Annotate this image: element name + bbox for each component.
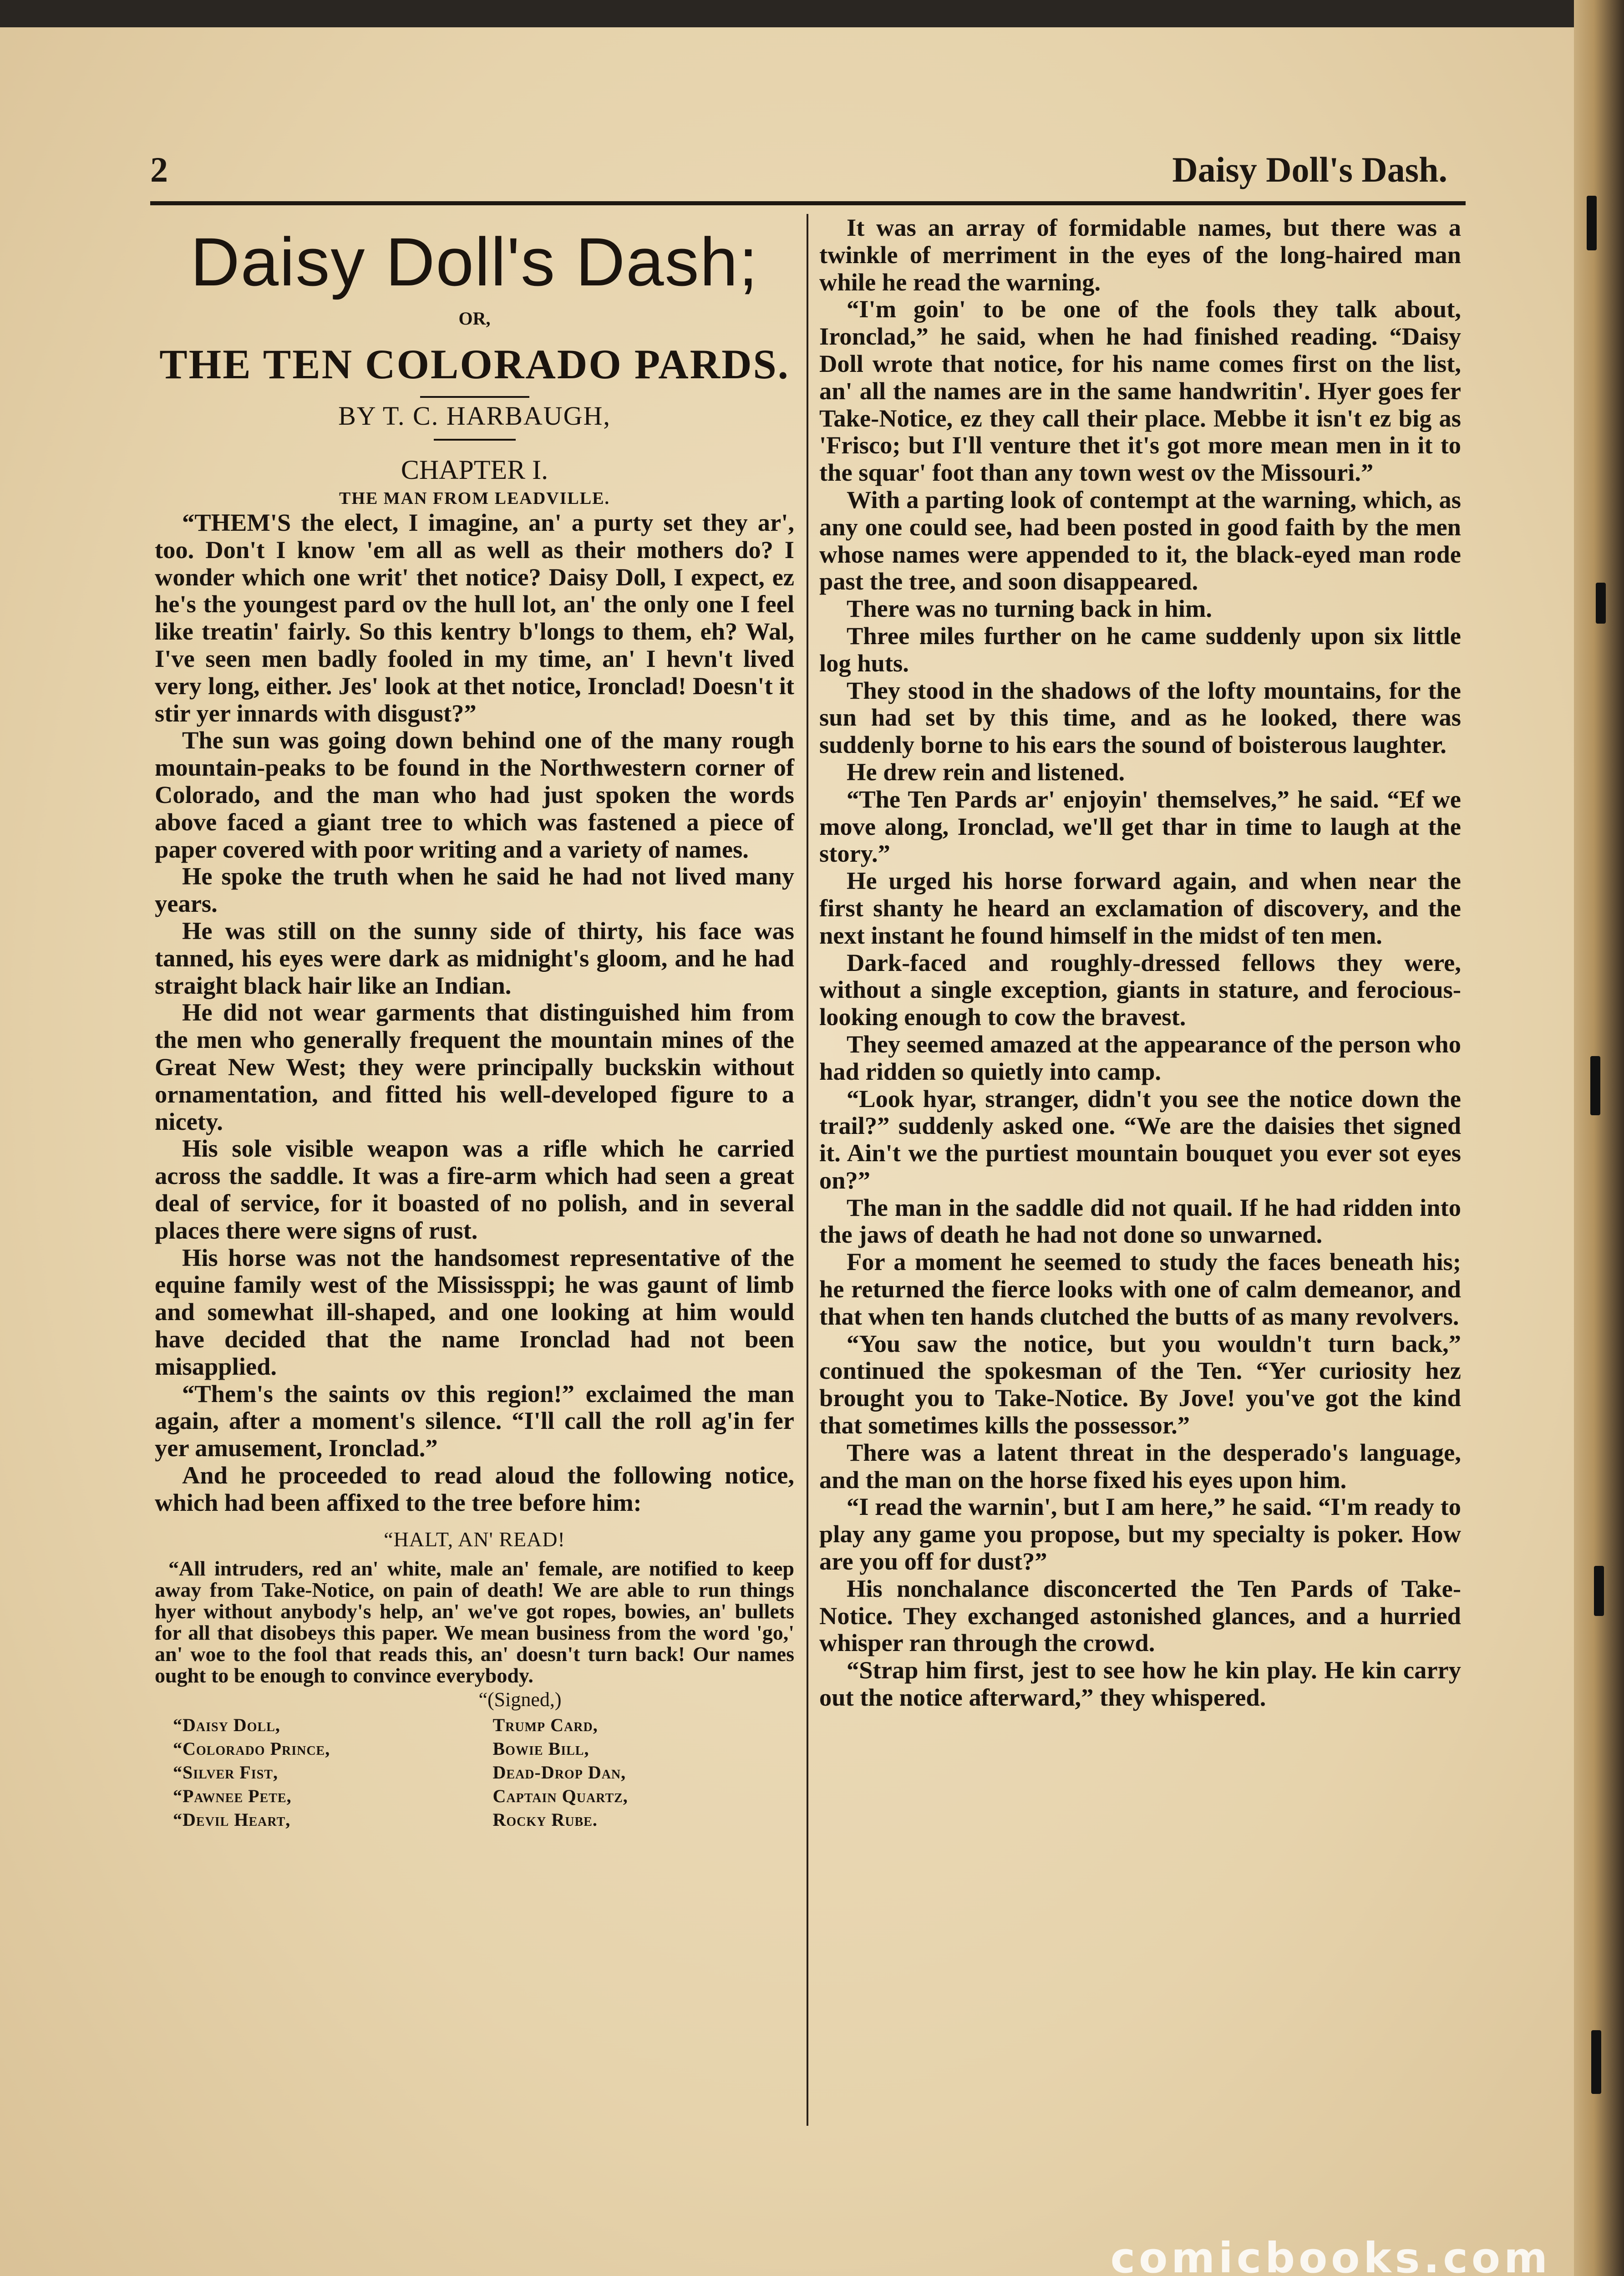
left-column xyxy=(155,214,794,1832)
binding-stitch-mark xyxy=(1587,196,1597,250)
signature-name: “Pawnee Pete, xyxy=(173,1786,292,1807)
paragraph: For a moment he seemed to study the faces beneath his; he returned the fierce looks with one of calm demeanor, and that when ten hands clutched the butts of as many revolvers. xyxy=(819,1248,1461,1330)
signature-name: Captain Quartz, xyxy=(492,1786,628,1807)
paragraph: He did not wear garments that distinguished him from the men who generally frequent the mountain mines of the Great New West; they were principally buckskin without ornamentation, and fitted his well-developed figure to a nicety. xyxy=(155,998,794,1135)
paragraph: “Strap him first, jest to see how he kin play. He kin carry out the notice afterward,” they whispered. xyxy=(819,1656,1461,1712)
paragraph: He spoke the truth when he said he had not lived many years. xyxy=(155,862,794,918)
page-number: 2 xyxy=(150,150,168,189)
signature-name: “Colorado Prince, xyxy=(173,1738,330,1759)
paragraph: His nonchalance disconcerted the Ten Pards of Take-Notice. They exchanged astonished glances, and a hurried whisper ran through the crowd. xyxy=(819,1574,1461,1657)
column-divider xyxy=(807,214,808,2126)
story-subtitle: THE TEN COLORADO PARDS. xyxy=(159,341,790,387)
header-rule xyxy=(150,201,1466,205)
signature-name: Rocky Rube. xyxy=(492,1809,598,1830)
chapter-subtitle: THE MAN FROM LEADVILLE. xyxy=(339,489,610,508)
binding-stitch-mark xyxy=(1594,1566,1604,1616)
page-edge-binding xyxy=(1574,0,1624,2276)
paragraph: He urged his horse forward again, and when near the first shanty he heard an exclamation of discovery, and the next instant he found himself in the midst of ten men. xyxy=(819,867,1461,949)
paragraph: “Them's the saints ov this region!” exclaimed the man again, after a moment's silence. “I'll call the roll ag'in fer yer amusement, Ironclad.” xyxy=(155,1379,794,1462)
notice-signed: “(Signed,) xyxy=(478,1688,562,1711)
binding-stitch-mark xyxy=(1596,583,1606,624)
notice-text: “All intruders, red an' white, male an' female, are notified to keep away from Take-Notice, on pain of death! We are able to run things hyer without anybody's help, an' we've got ropes, bowies, an' bullets for all that disobeys this paper. We mean business from the word 'go,' an' woe to the fool that reads this, an' doesn't turn back! Our names ought to be enough to convince everybody. xyxy=(155,1557,794,1687)
paragraph: With a parting look of contempt at the warning, which, as any one could see, had been posted in good faith by the men whose names were appended to it, the black-eyed man rode past the tree, and soon disappeared. xyxy=(819,485,1461,595)
paragraph: And he proceeded to read aloud the following notice, which had been affixed to the tree before him: xyxy=(155,1461,794,1516)
paragraph: It was an array of formidable names, but there was a twinkle of merriment in the eyes of the long-haired man while he read the warning. xyxy=(819,213,1461,296)
right-column xyxy=(819,214,1461,1711)
paragraph: The man in the saddle did not quail. If he had ridden into the jaws of death he had not done so unwarned. xyxy=(819,1193,1461,1249)
paragraph: He drew rein and listened. xyxy=(847,757,1125,786)
signature-list xyxy=(155,1713,794,1832)
story-title: Daisy Doll's Dash; xyxy=(190,224,759,300)
chapter-heading: CHAPTER I. xyxy=(401,455,548,485)
binding-stitch-mark xyxy=(1590,1056,1600,1115)
paragraph: There was no turning back in him. xyxy=(847,594,1213,623)
binding-stitch-mark xyxy=(1591,2030,1601,2094)
byline-rule xyxy=(434,439,516,441)
signature-name: “Silver Fist, xyxy=(173,1762,278,1783)
story-byline: BY T. C. HARBAUGH, xyxy=(338,401,611,431)
paragraph: His horse was not the handsomest representative of the equine family west of the Mississppi; he was gaunt of limb and somewhat ill-shaped, and one looking at him would have decided that the name Ironclad had not been misapplied. xyxy=(155,1243,794,1380)
paragraph: They stood in the shadows of the lofty mountains, for the sun had set by this time, and as he looked, there was suddenly borne to his ears the sound of boisterous laughter. xyxy=(819,676,1461,759)
paragraph: He was still on the sunny side of thirty, his face was tanned, his eyes were dark as midnight's gloom, and he had straight black hair like an Indian. xyxy=(155,916,794,999)
title-or: OR, xyxy=(458,308,491,329)
running-header xyxy=(150,145,1466,199)
scan-top-border xyxy=(0,0,1624,27)
paragraph: Three miles further on he came suddenly upon six little log huts. xyxy=(819,621,1461,677)
signature-name: Trump Card, xyxy=(492,1715,598,1736)
paragraph: “Look hyar, stranger, didn't you see the notice down the trail?” suddenly asked one. “We are the daisies thet signed it. Ain't we the purtiest mountain bouquet you ever sot eyes on?” xyxy=(819,1084,1461,1194)
signature-name: Dead-Drop Dan, xyxy=(492,1762,626,1783)
site-watermark: comicbooks.com xyxy=(1110,2234,1551,2276)
running-title: Daisy Doll's Dash. xyxy=(1172,150,1447,189)
paragraph: The sun was going down behind one of the many rough mountain-peaks to be found in the Northwestern corner of Colorado, and the man who had just spoken the words above faced a giant tree to which was fastened a piece of paper covered with poor writing and a variety of names. xyxy=(155,726,794,863)
signature-name: “Daisy Doll, xyxy=(173,1715,280,1736)
paragraph: His sole visible weapon was a rifle which he carried across the saddle. It was a fire-arm which had seen a great deal of service, for it boasted of no polish, and in several places there were signs of rust. xyxy=(155,1134,794,1244)
paragraph: “You saw the notice, but you wouldn't turn back,” continued the spokesman of the Ten. “Yer curiosity hez brought you to Take-Notice. By Jove! you've got the kind that sometimes kills the possessor.” xyxy=(819,1329,1461,1439)
signature-name: “Devil Heart, xyxy=(173,1809,291,1830)
signature-name: Bowie Bill, xyxy=(492,1738,589,1759)
paragraph: There was a latent threat in the desperado's language, and the man on the horse fixed his eyes upon him. xyxy=(819,1438,1461,1494)
paragraph: “THEM'S the elect, I imagine, an' a purty set they ar', too. Don't I know 'em all as well as their mothers do? I wonder which one writ' thet notice? Daisy Doll, I expect, ez he's the youngest pard ov the hull lot, an' the only one I feel like treatin' fairly. So this kentry b'longs to them, eh? Wal, I've seen men badly fooled in my time, an' I hevn't lived very long, either. Jes' look at thet notice, Ironclad! Doesn't it stir yer innards with disgust?” xyxy=(155,508,794,727)
notice-heading: “HALT, AN' READ! xyxy=(384,1528,565,1551)
paragraph: Dark-faced and roughly-dressed fellows they were, without a single exception, giants in stature, and ferocious-looking enough to cow the bravest. xyxy=(819,948,1461,1031)
paragraph: “I'm goin' to be one of the fools they talk about, Ironclad,” he said, when he had finished reading. “Daisy Doll wrote that notice, for his name comes first on the list, an' all the names are in the same handwritin'. Hyer goes fer Take-Notice, ez they call their place. Mebbe it isn't ez big as 'Frisco; but I'll venture thet it's got more mean men in it to the squar' foot than any town west ov the Missouri.” xyxy=(819,295,1461,487)
paragraph: They seemed amazed at the appearance of the person who had ridden so quietly into camp. xyxy=(819,1030,1461,1085)
paragraph: “I read the warnin', but I am here,” he said. “I'm ready to play any game you propose, but my specialty is poker. How are you off for dust?” xyxy=(819,1493,1461,1575)
paragraph: “The Ten Pards ar' enjoyin' themselves,” he said. “Ef we move along, Ironclad, we'll get thar in time to laugh at the story.” xyxy=(819,785,1461,868)
